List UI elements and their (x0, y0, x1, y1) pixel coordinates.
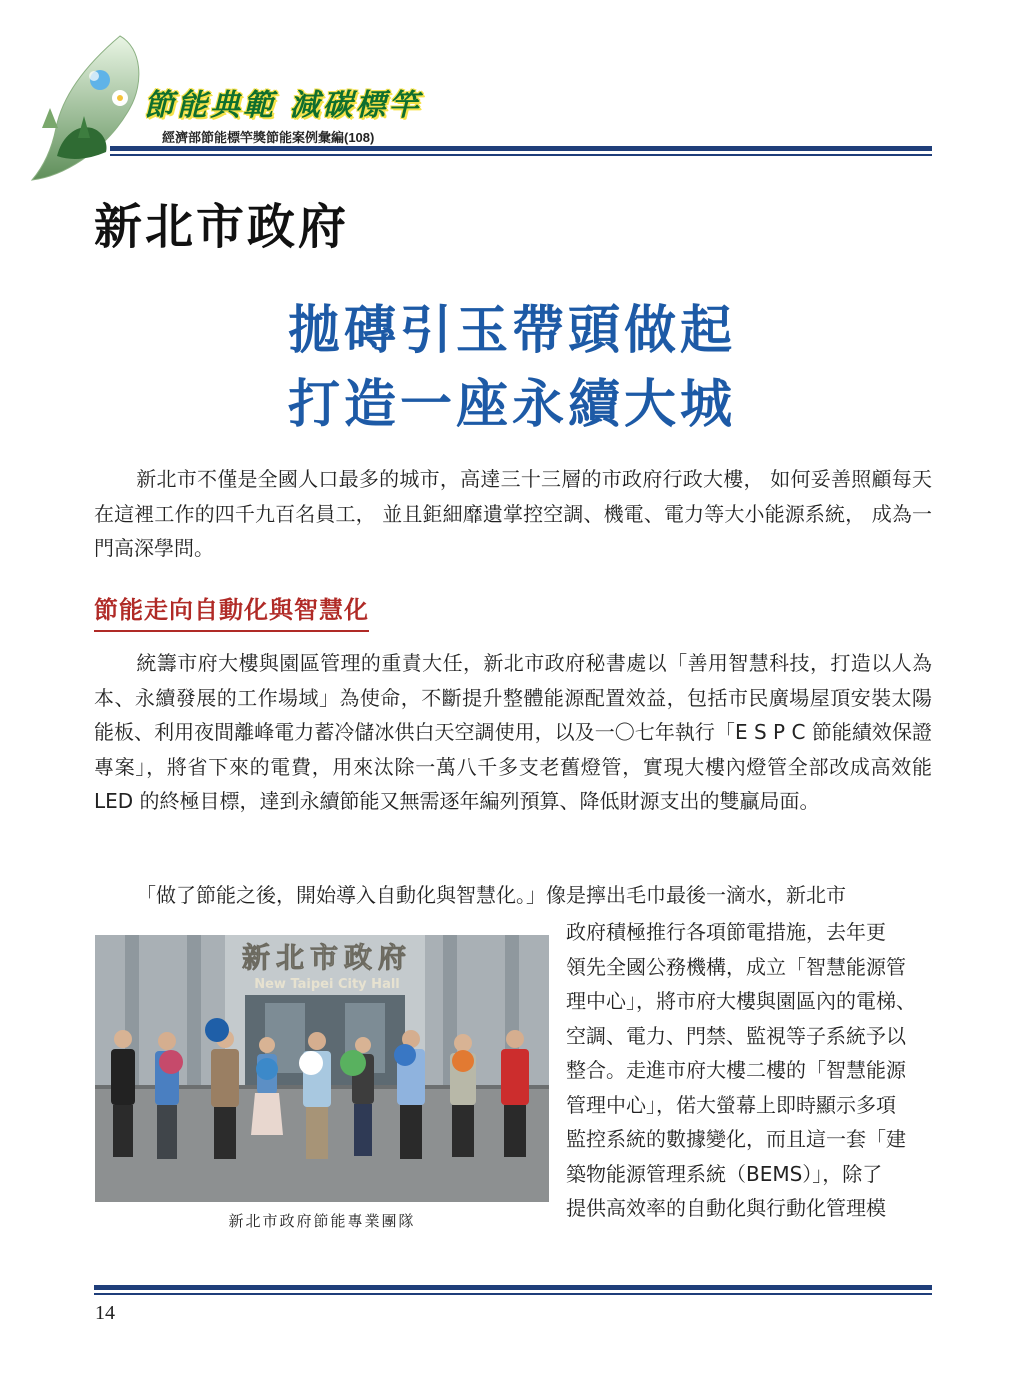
headline-line-1: 拋磚引玉帶頭做起 (287, 301, 736, 361)
header-rule-thin (110, 154, 932, 156)
footer-rule (94, 1285, 932, 1290)
taiwan-leaf-logo (22, 28, 162, 188)
page-number: 14 (95, 1302, 115, 1324)
series-subtitle: 經濟部節能標竿獎節能案例彙編(108) (162, 130, 375, 145)
organization-title: 新北市政府 (94, 199, 350, 255)
photo-sign-english: New Taipei City Hall (254, 977, 400, 992)
paragraph-3-line: 理中心」，將市府大樓與園區內的電梯、 (566, 989, 916, 1013)
paragraph-3-line: 管理中心」，偌大螢幕上即時顯示多項 (566, 1092, 896, 1117)
headline-line-2: 打造一座永續大城 (287, 375, 736, 435)
team-photo (95, 935, 549, 1202)
section-heading: 節能走向自動化與智慧化 (94, 590, 369, 632)
photo-caption: 新北市政府節能專業團隊 (228, 1212, 416, 1230)
intro-text: 新北市不僅是全國人口最多的城市，高達三十三層的市政府行政大樓， 如何妥善照顧每天在這裡工作的四千九百名員工， 並且鉅細靡遺掌控空調、機電、電力等大小能源系統， 成為一門高深學問。 (94, 467, 932, 560)
footer-rule-thin (94, 1293, 932, 1295)
body-paragraph-3-lead (94, 878, 932, 913)
header-rule (110, 146, 932, 151)
paragraph-3-line: 監控系統的數據變化，而且這一套「建 (566, 1127, 906, 1151)
paragraph-3-line: 整合。走進市府大樓二樓的「智慧能源 (566, 1058, 906, 1082)
paragraph-2-text: 統籌市府大樓與園區管理的重責大任，新北市政府秘書處以「善用智慧科技，打造以人為本、永續發展的工作場域」為使命，不斷提升整體能源配置效益，包括市民廣場屋頂安裝太陽能板、利用夜間離峰電力蓄冷儲冰供白天空調使用，以及一〇七年執行「E S P C 節能績效保證專案」，將省下來的電費，用來汰除一萬八千多支老舊燈管，實現大樓內燈管全部改成高效能 LED 的終極目標，達到永續節能又無需逐年編列預算、降低財源支出的雙贏局面。 (94, 651, 932, 813)
paragraph-3-side-column (566, 915, 936, 1226)
series-title: 節能典範 減碳標竿 (144, 88, 422, 123)
paragraph-3-line: 築物能源管理系統（BEMS）」，除了 (566, 1161, 883, 1186)
paragraph-3-line: 政府積極推行各項節電措施，去年更 (566, 920, 886, 944)
paragraph-3-line: 空調、電力、門禁、監視等子系統予以 (566, 1023, 906, 1048)
team-members (111, 1018, 529, 1159)
paragraph-3-line: 提供高效率的自動化與行動化管理模 (566, 1196, 886, 1220)
body-paragraph-2 (94, 646, 932, 819)
paragraph-3-line: 領先全國公務機構，成立「智慧能源管 (566, 954, 906, 979)
team-photo-illustration (95, 935, 549, 1202)
photo-sign-chinese: 新北市政府 (241, 941, 413, 974)
intro-paragraph (94, 462, 932, 566)
paragraph-3-lead-text: 「做了節能之後，開始導入自動化與智慧化。」像是擰出毛巾最後一滴水，新北市 (136, 883, 846, 907)
